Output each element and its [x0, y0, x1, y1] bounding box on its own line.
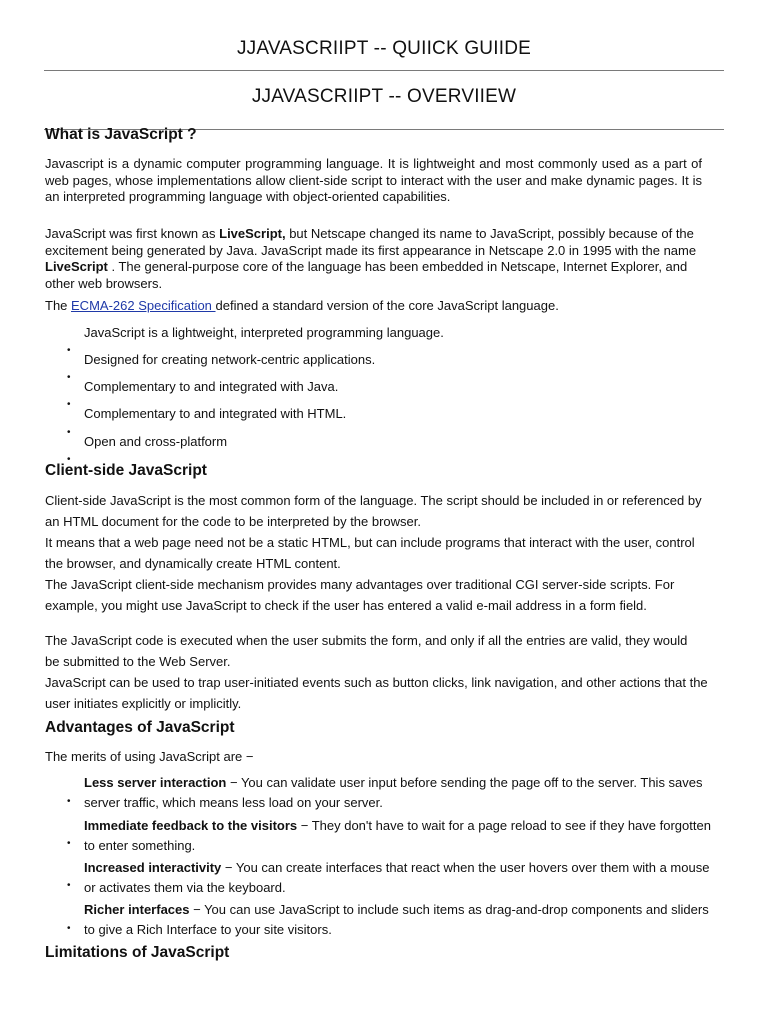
list-item: Immediate feedback to the visitors − They don't have to wait for a page reload to see if they have forgotten to enter something.	[84, 818, 711, 853]
client-side-paragraph-2: It means that a web page need not be a static HTML, but can include programs that interact with the user, control the browser, and dynamically create HTML content.	[45, 535, 695, 571]
list-item: Complementary to and integrated with Java.	[84, 379, 339, 394]
ecma-262-link[interactable]: ECMA-262 Specification	[71, 298, 216, 313]
bullet-icon: •	[67, 427, 71, 438]
list-item: Complementary to and integrated with HTML.	[84, 406, 347, 421]
list-item: Less server interaction − You can validate user input before sending the page off to the server. This saves server traffic, which means less load on your server.	[84, 775, 703, 810]
list-item: Open and cross-platform	[84, 434, 228, 449]
bullet-icon: •	[67, 880, 71, 891]
client-side-paragraph-3: The JavaScript client-side mechanism provides many advantages over traditional CGI server-side scripts. For example, you might use JavaScript to check if the user has entered a valid e-mail address in a form field.	[45, 577, 675, 613]
bullet-icon: •	[67, 796, 71, 807]
list-item: JavaScript is a lightweight, interpreted programming language.	[84, 325, 444, 340]
list-item: Increased interactivity − You can create interfaces that react when the user hovers over them with a mouse or activates them via the keyboard.	[84, 860, 710, 895]
what-is-paragraph-2: JavaScript was first known as LiveScript, but Netscape changed its name to JavaScript, possibly because of the excitement being generated by Java. JavaScript made its first appearance in Netscape 2.0 in 1995 with the name LiveScript . The general-purpose core of the language has been embedded in Netscape, Internet Explorer, and other web browsers.	[45, 226, 697, 291]
list-item: Designed for creating network-centric applications.	[84, 352, 376, 367]
section-title: JJAVASCRIIPT -- OVERVIIEW	[251, 86, 517, 107]
client-side-heading: Client-side JavaScript	[45, 462, 207, 479]
what-is-heading: What is JavaScript ?	[45, 126, 197, 143]
bullet-icon: •	[67, 399, 71, 410]
title-divider	[44, 70, 724, 71]
bullet-icon: •	[67, 372, 71, 383]
client-side-paragraph-5: JavaScript can be used to trap user-initiated events such as button clicks, link navigation, and other actions that the user initiates explicitly or implicitly.	[45, 675, 708, 711]
advantages-heading: Advantages of JavaScript	[45, 719, 235, 736]
document-title: JJAVASCRIIPT -- QUIICK GUIIDE	[236, 38, 531, 59]
list-item: Richer interfaces − You can use JavaScript to include such items as drag-and-drop components and sliders to give a Rich Interface to your site visitors.	[84, 902, 709, 937]
what-is-paragraph-1: Javascript is a dynamic computer programming language. It is lightweight and most commonly used as a part of web pages, whose implementations allow client-side script to interact with the user and make dynamic pages. It is an interpreted programming language with object-oriented capabilities.	[45, 156, 702, 205]
limitations-heading: Limitations of JavaScript	[45, 944, 230, 961]
client-side-paragraph-1: Client-side JavaScript is the most common form of the language. The script should be included in or referenced by an HTML document for the code to be interpreted by the browser.	[45, 493, 702, 529]
bullet-icon: •	[67, 454, 71, 465]
what-is-paragraph-3: The ECMA-262 Specification defined a standard version of the core JavaScript language.	[45, 298, 559, 313]
advantages-intro: The merits of using JavaScript are −	[45, 749, 254, 764]
bullet-icon: •	[67, 838, 71, 849]
bullet-icon: •	[67, 345, 71, 356]
client-side-paragraph-4: The JavaScript code is executed when the user submits the form, and only if all the entries are valid, they would be submitted to the Web Server.	[45, 633, 688, 669]
bullet-icon: •	[67, 923, 71, 934]
